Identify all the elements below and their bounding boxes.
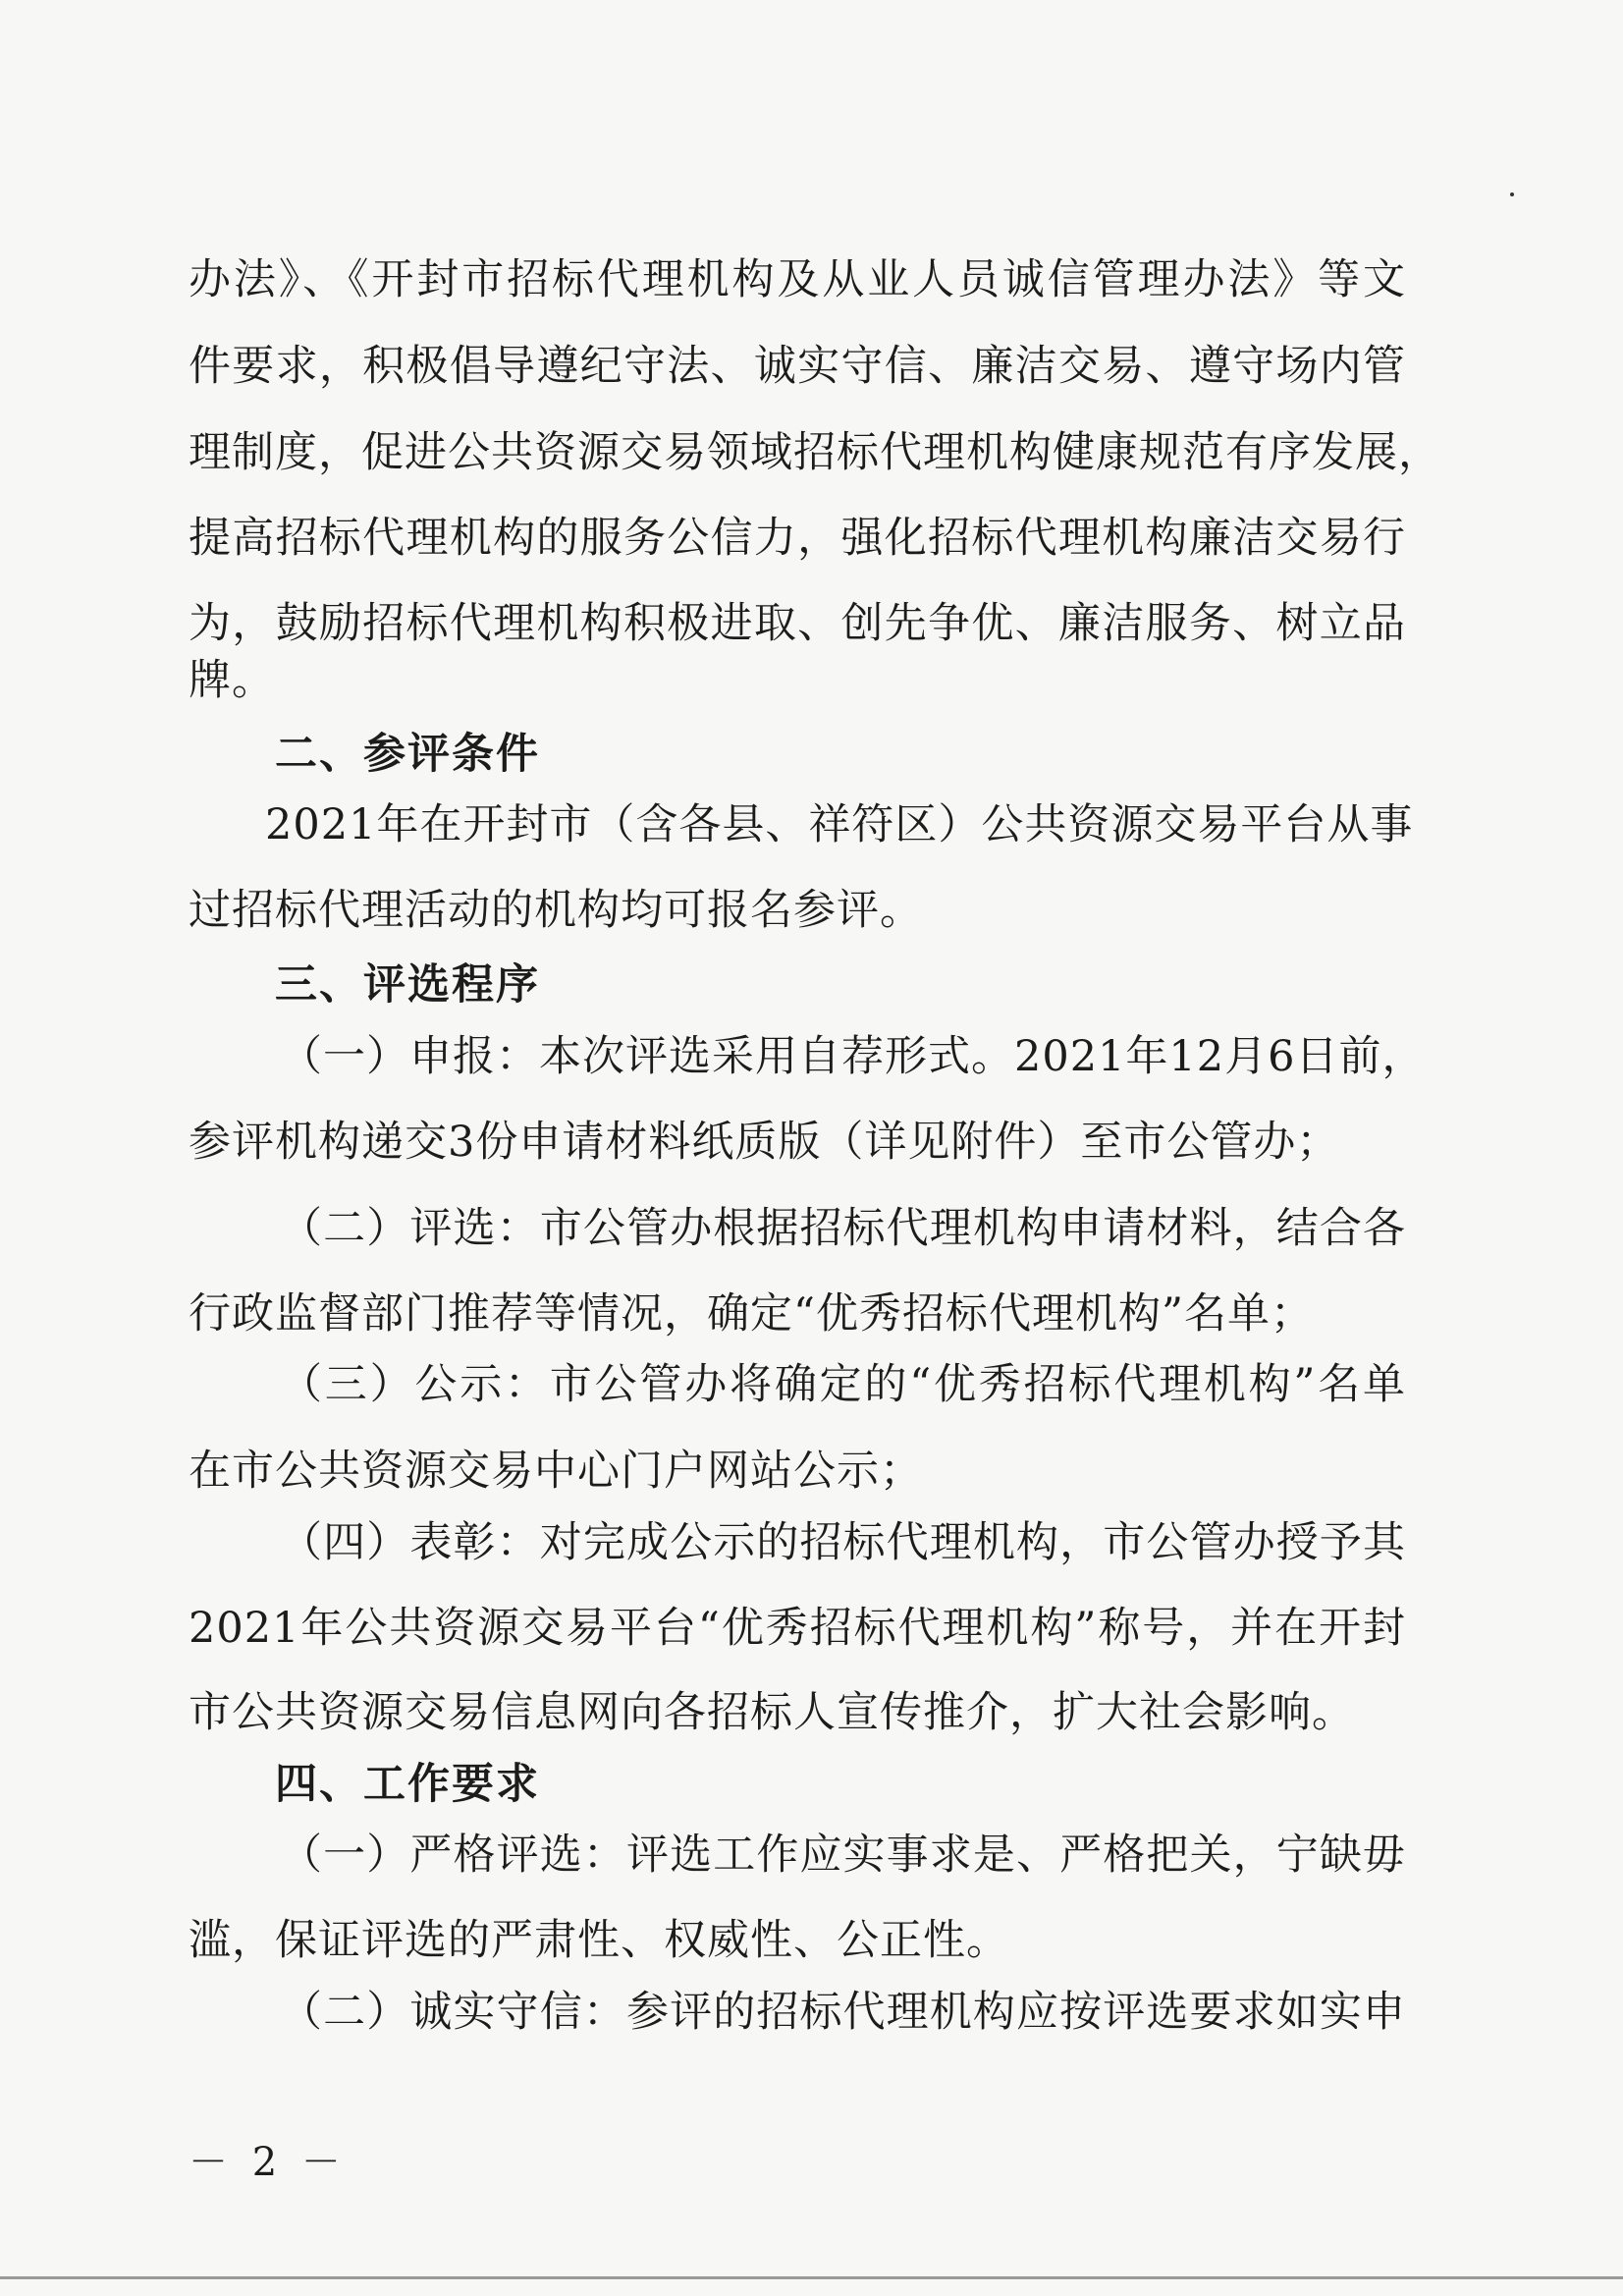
section-heading: 二、参评条件 <box>275 730 540 779</box>
body-line: 市公共资源交易信息网向各招标人宣传推介，扩大社会影响。 <box>189 1688 1355 1737</box>
body-line: 牌。 <box>189 656 275 705</box>
body-line: 滥，保证评选的严肃性、权威性、公正性。 <box>189 1916 1009 1965</box>
body-line: （一）申报：本次评选采用自荐形式。2021年12月6日前， <box>280 1032 1426 1081</box>
body-line: 过招标代理活动的机构均可报名参评。 <box>189 886 923 935</box>
body-line: 2021年公共资源交易平台“优秀招标代理机构”称号，并在开封 <box>189 1604 1406 1653</box>
body-line: （一）严格评选：评选工作应实事求是、严格把关，宁缺毋 <box>280 1831 1406 1880</box>
body-line: （二）诚实守信：参评的招标代理机构应按评选要求如实申 <box>280 1988 1406 2037</box>
body-line: 理制度，促进公共资源交易领域招标代理机构健康规范有序发展， <box>189 428 1441 477</box>
body-line: 2021年在开封市（含各县、祥符区）公共资源交易平台从事 <box>265 800 1414 849</box>
body-line: 在市公共资源交易中心门户网站公示； <box>189 1447 923 1496</box>
body-line: 为，鼓励招标代理机构积极进取、创先争优、廉洁服务、树立品 <box>189 599 1406 648</box>
body-line: 参评机构递交3份申请材料纸质版（详见附件）至市公管办； <box>189 1118 1340 1167</box>
body-line: 提高招标代理机构的服务公信力，强化招标代理机构廉洁交易行 <box>189 514 1406 563</box>
bottom-rule <box>0 2276 1623 2279</box>
section-heading: 四、工作要求 <box>275 1760 540 1809</box>
body-line: 行政监督部门推荐等情况，确定“优秀招标代理机构”名单； <box>189 1289 1314 1339</box>
page-number: － 2 － <box>189 2140 347 2185</box>
section-heading: 三、评选程序 <box>275 960 540 1010</box>
body-line: （四）表彰：对完成公示的招标代理机构，市公管办授予其 <box>280 1518 1406 1567</box>
body-line: （三）公示：市公管办将确定的“优秀招标代理机构”名单 <box>280 1360 1406 1409</box>
scan-speck <box>1510 192 1514 196</box>
body-line: 办法》、《开封市招标代理机构及从业人员诚信管理办法》等文 <box>189 255 1406 304</box>
body-line: （二）评选：市公管办根据招标代理机构申请材料，结合各 <box>280 1204 1406 1253</box>
body-line: 件要求，积极倡导遵纪守法、诚实守信、廉洁交易、遵守场内管 <box>189 342 1406 391</box>
